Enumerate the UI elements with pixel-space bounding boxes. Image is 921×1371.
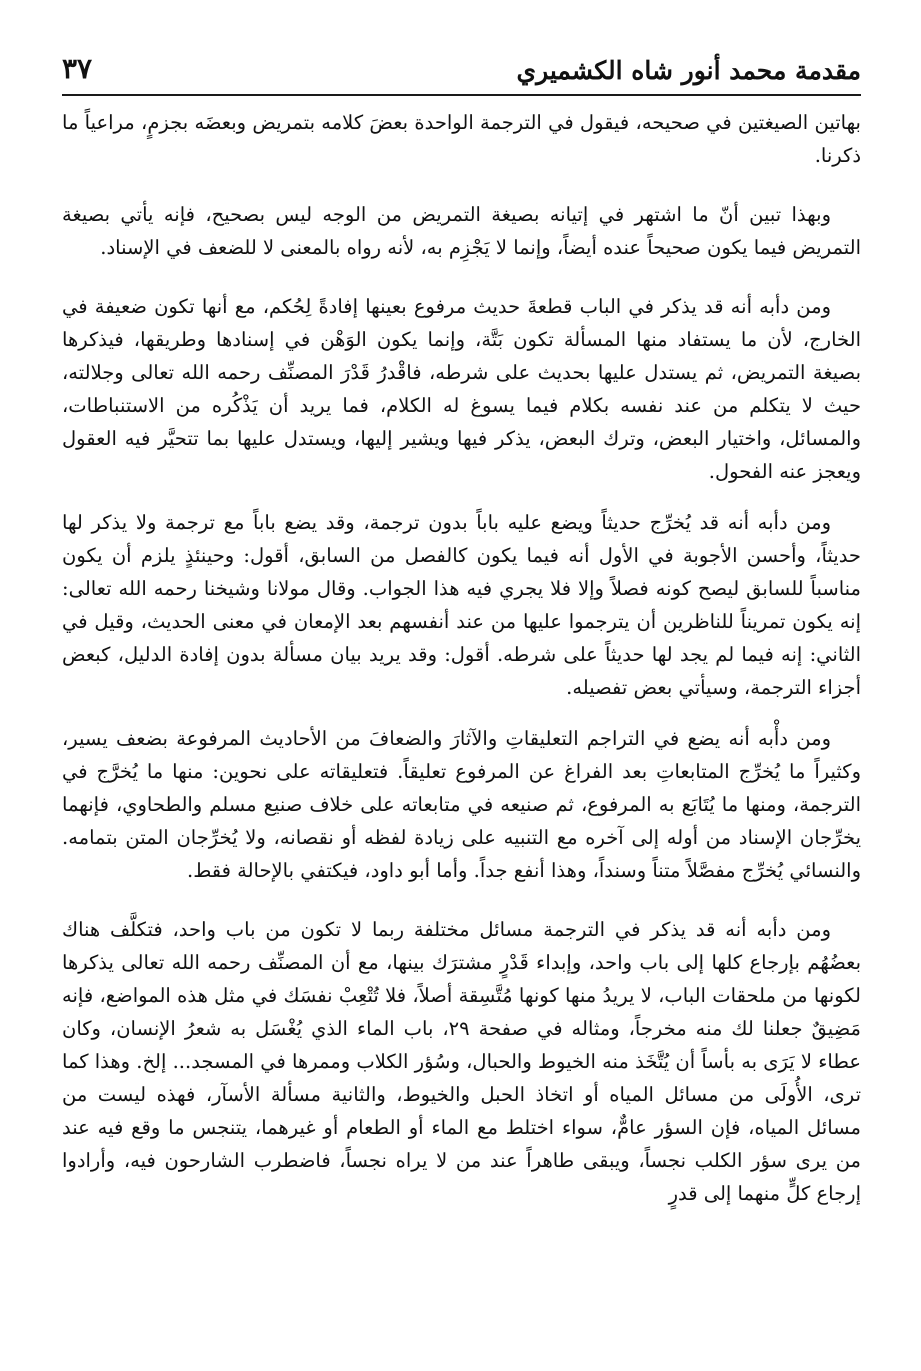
paragraph-5: ومن دأْبه أنه يضع في التراجم التعليقاتِ والآثارَ والضعافَ من الأحاديث المرفوعة بضعف يسير، وكثيراً ما يُخرِّج المتابعاتِ بعد الفراغ عن المرفوع تعليقاً. فتعليقاته على نحوين: منها ما يُخرَّج في الترجمة، ومنها ما يُتَابَع به المرفوع، ثم صنيعه في متابعاته على خلاف صنيع مسلم والطحاوي، فإنهما يخرِّجان الإسناد من أوله إلى آخره مع التنبيه على زيادة لفظه أو نقصانه، ولا يُخرِّجان المتن بتمامه. والنسائي يُخرِّج مفصَّلاً متناً وسنداً، وهذا أنفع جداً. وأما أبو داود، فيكتفي بالإحالة فقط. (62, 727, 861, 882)
page-number: ٣٧ (62, 52, 93, 85)
paragraph-1: بهاتين الصيغتين في صحيحه، فيقول في الترجمة الواحدة بعضَ كلامه بتمريض وبعضَه بجزمٍ، مراعياً ما ذكرنا. (62, 111, 861, 167)
paragraph-4: ومن دأبه أنه قد يُخرِّج حديثاً ويضع عليه باباً بدون ترجمة، وقد يضع باباً مع ترجمة ولا يذكر لها حديثاً، وأحسن الأجوبة في الأول أنه فيما يكون كالفصل من السابق، أقول: وحينئذٍ يلزم أن يكون مناسباً للسابق ليصح كونه فصلاً وإلا فلا يجري فيه هذا الجواب. وقال مولانا وشيخنا رحمه الله تعالى: إنه يكون تمريناً للناظرين أن يترجموا عليها من عند أنفسهم بعد الإمعان في معنى الحديث، وقيل في الثاني: إنه فيما لم يجد لها حديثاً على شرطه. أقول: وقد يريد بيان مسألة بدون إفادة الدليل، كبعض أجزاء الترجمة، وسيأتي بعض تفصيله. (62, 511, 861, 699)
paragraph-6: ومن دأبه أنه قد يذكر في الترجمة مسائل مختلفة ربما لا تكون من باب واحد، فتكلَّف هناك بعضُهُم بإرجاع كلها إلى باب واحد، وإبداء قَدْرٍ مشترَك بينها، مع أن المصنِّف رحمه الله تعالى يذكرها لكونها من ملحقات الباب، لا يريدُ منها كونها مُتَّسِقة أصلاً، فلا تُتْعِبْ نفسَك في مثل هذه المواضع، فإنه مَضِيقٌ جعلنا لك منه مخرجاً، ومثاله في صفحة ٢٩، باب الماء الذي يُغْسَل به شعرُ الإنسان، وكان عطاء لا يَرَى به بأساً أن يُتَّخَذ منه الخيوط والحبال، وسُؤر الكلاب وممرها في المسجد... إلخ. وهذا كما ترى، الأُولَى من مسائل المياه أو اتخاذ الحبل والخيوط، والثانية مسألة الأسآر، فهذه ليست من مسائل المياه، فإن السؤر عامٌّ، سواء اختلط مع الماء أو الطعام أو غيرهما، يتنجس ما وقع فيه عند من يرى سؤر الكلب نجساً، ويبقى طاهراً عند من لا يراه نجساً، فاضطرب الشارحون فيه، وأرادوا إرجاع كلٍّ منهما إلى قدرٍ (62, 918, 861, 1205)
body-text (62, 106, 861, 1236)
running-title: مقدمة محمد أنور شاه الكشميري (516, 56, 861, 85)
running-header (62, 50, 861, 96)
paragraph-3: ومن دأبه أنه قد يذكر في الباب قطعةَ حديث مرفوع بعينها إفادةً لِحُكم، مع أنها تكون ضعيفة في الخارج، لأن ما يستفاد منها المسألة تكون بَتَّة، وإنما يكون الوَهْن في إسنادها وطريقها، فيذكرها بصيغة التمريض، ثم يستدل عليها بحديث على شرطه، فاقْدرُ قَدْرَ المصنِّف رحمه الله تعالى وجلالته، حيث لا يتكلم من عند نفسه بكلام فيما يسوغ له الكلام، فما يريد أن يَذْكُره من الاستنباطات، والمسائل، واختيار البعض، وترك البعض، يذكر فيها ويشير إليها، ويستدل عليها بما تتحيَّر فيه العقول ويعجز عنه الفحول. (62, 295, 861, 483)
paragraph-2: وبهذا تبين أنّ ما اشتهر في إتيانه بصيغة التمريض من الوجه ليس بصحيح، فإنه يأتي بصيغة التمريض فيما يكون صحيحاً عنده أيضاً، وإنما لا يَجْزِم به، لأنه رواه بالمعنى لا للضعف في الإسناد. (62, 203, 861, 259)
